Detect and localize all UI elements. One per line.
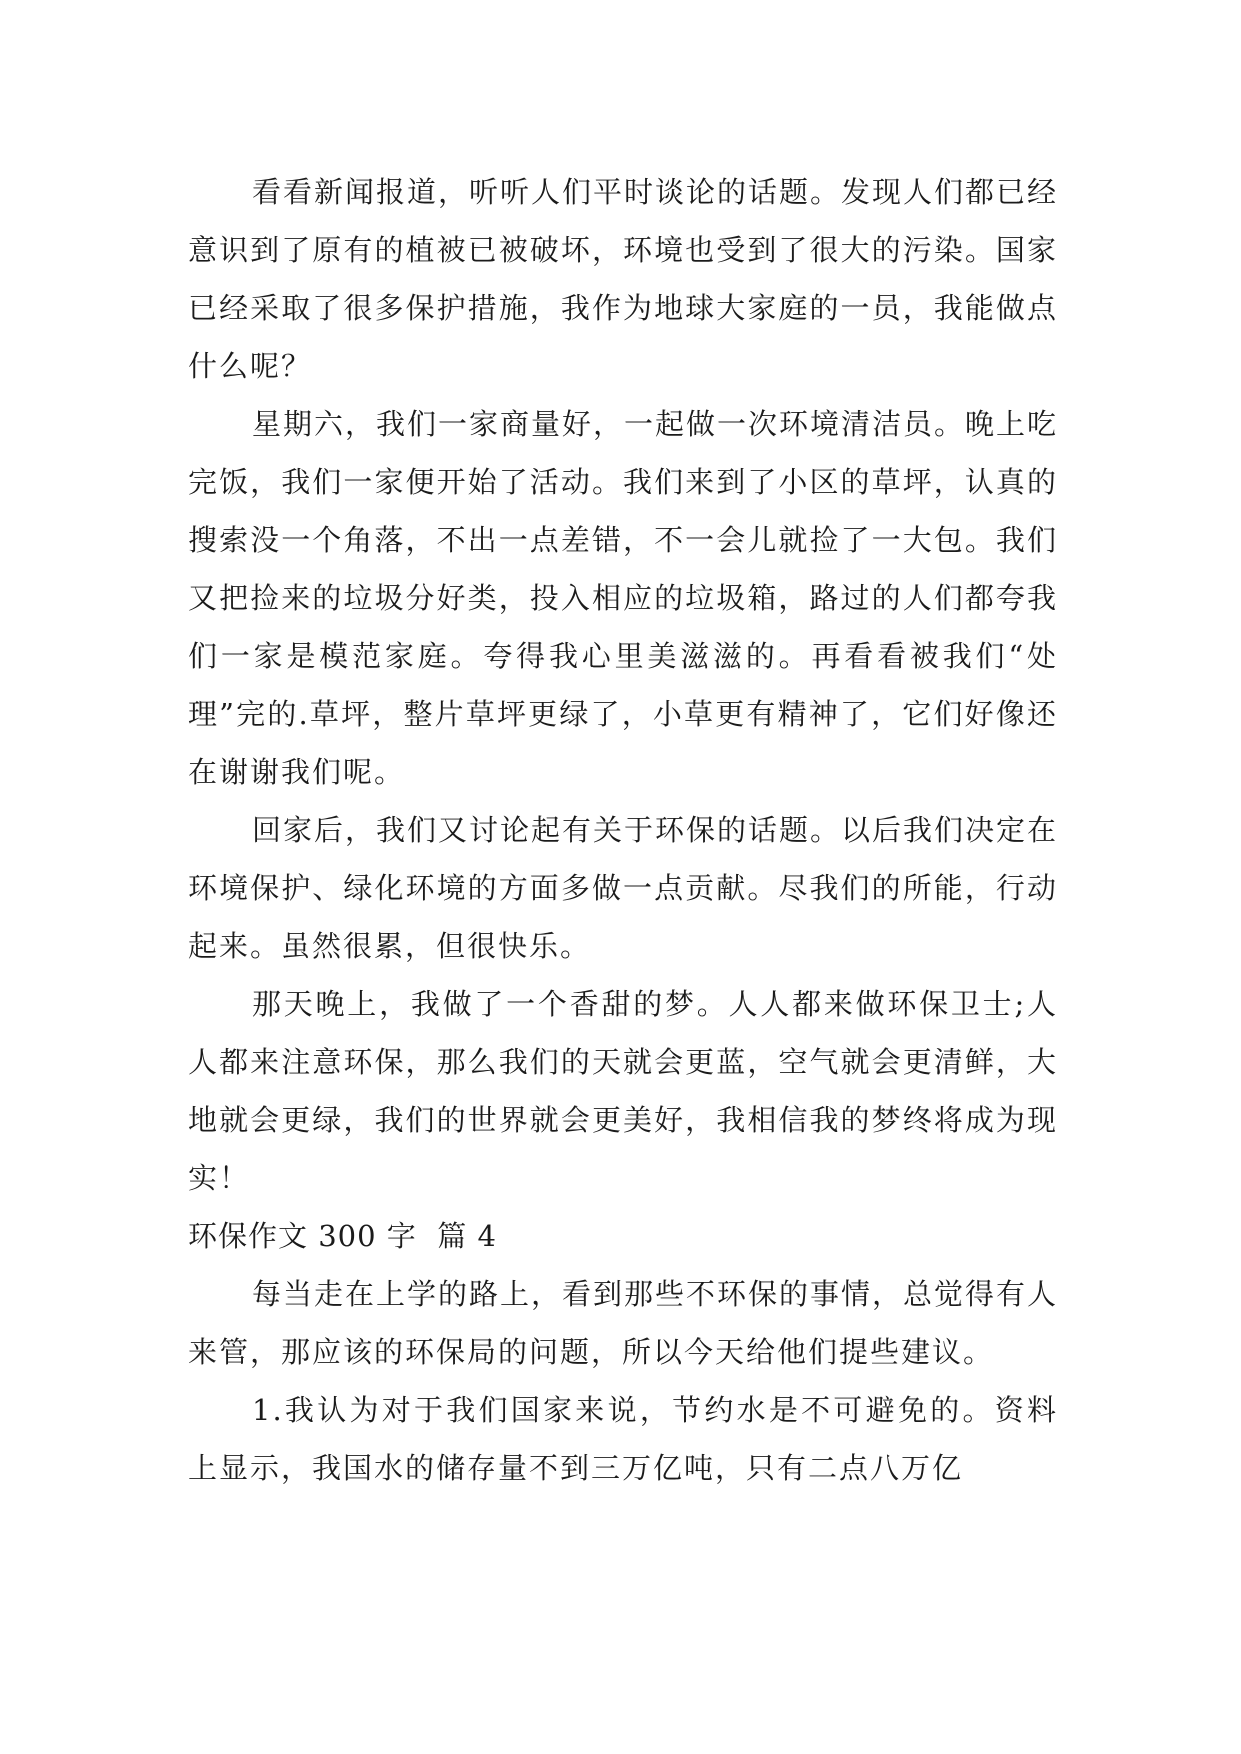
paragraph-news: 看看新闻报道，听听人们平时谈论的话题。发现人们都已经意识到了原有的植被已被破坏，环境也受到了很大的污染。国家已经采取了很多保护措施，我作为地球大家庭的一员，我能做点什么呢？ (188, 175, 1059, 383)
paragraph-discussion: 回家后，我们又讨论起有关于环保的话题。以后我们决定在环境保护、绿化环境的方面多做一点贡献。尽我们的所能，行动起来。虽然很累，但很快乐。 (188, 813, 1059, 963)
section-heading: 环保作文 300 字 篇 4 (188, 1219, 497, 1253)
paragraph-save-water: 1.我认为对于我们国家来说，节约水是不可避免的。资料上显示，我国水的储存量不到三万亿吨，只有二点八万亿 (188, 1393, 1058, 1485)
paragraph-dream: 那天晚上，我做了一个香甜的梦。人人都来做环保卫士;人人都来注意环保，那么我们的天就会更蓝，空气就会更清鲜，大地就会更绿，我们的世界就会更美好，我相信我的梦终将成为现实！ (188, 987, 1058, 1195)
paragraph-saturday-cleanup: 星期六，我们一家商量好，一起做一次环境清洁员。晚上吃完饭，我们一家便开始了活动。我们来到了小区的草坪，认真的搜索没一个角落，不出一点差错，不一会儿就捡了一大包。我们又把捡来的垃圾分好类，投入相应的垃圾箱，路过的人们都夸我们一家是模范家庭。夸得我心里美滋滋的。再看看被我们“处理”完的.草坪，整片草坪更绿了，小草更有精神了，它们好像还在谢谢我们呢。 (188, 407, 1059, 789)
paragraph-way-to-school: 每当走在上学的路上，看到那些不环保的事情，总觉得有人来管，那应该的环保局的问题，所以今天给他们提些建议。 (188, 1277, 1059, 1369)
document-body (188, 163, 1058, 1497)
